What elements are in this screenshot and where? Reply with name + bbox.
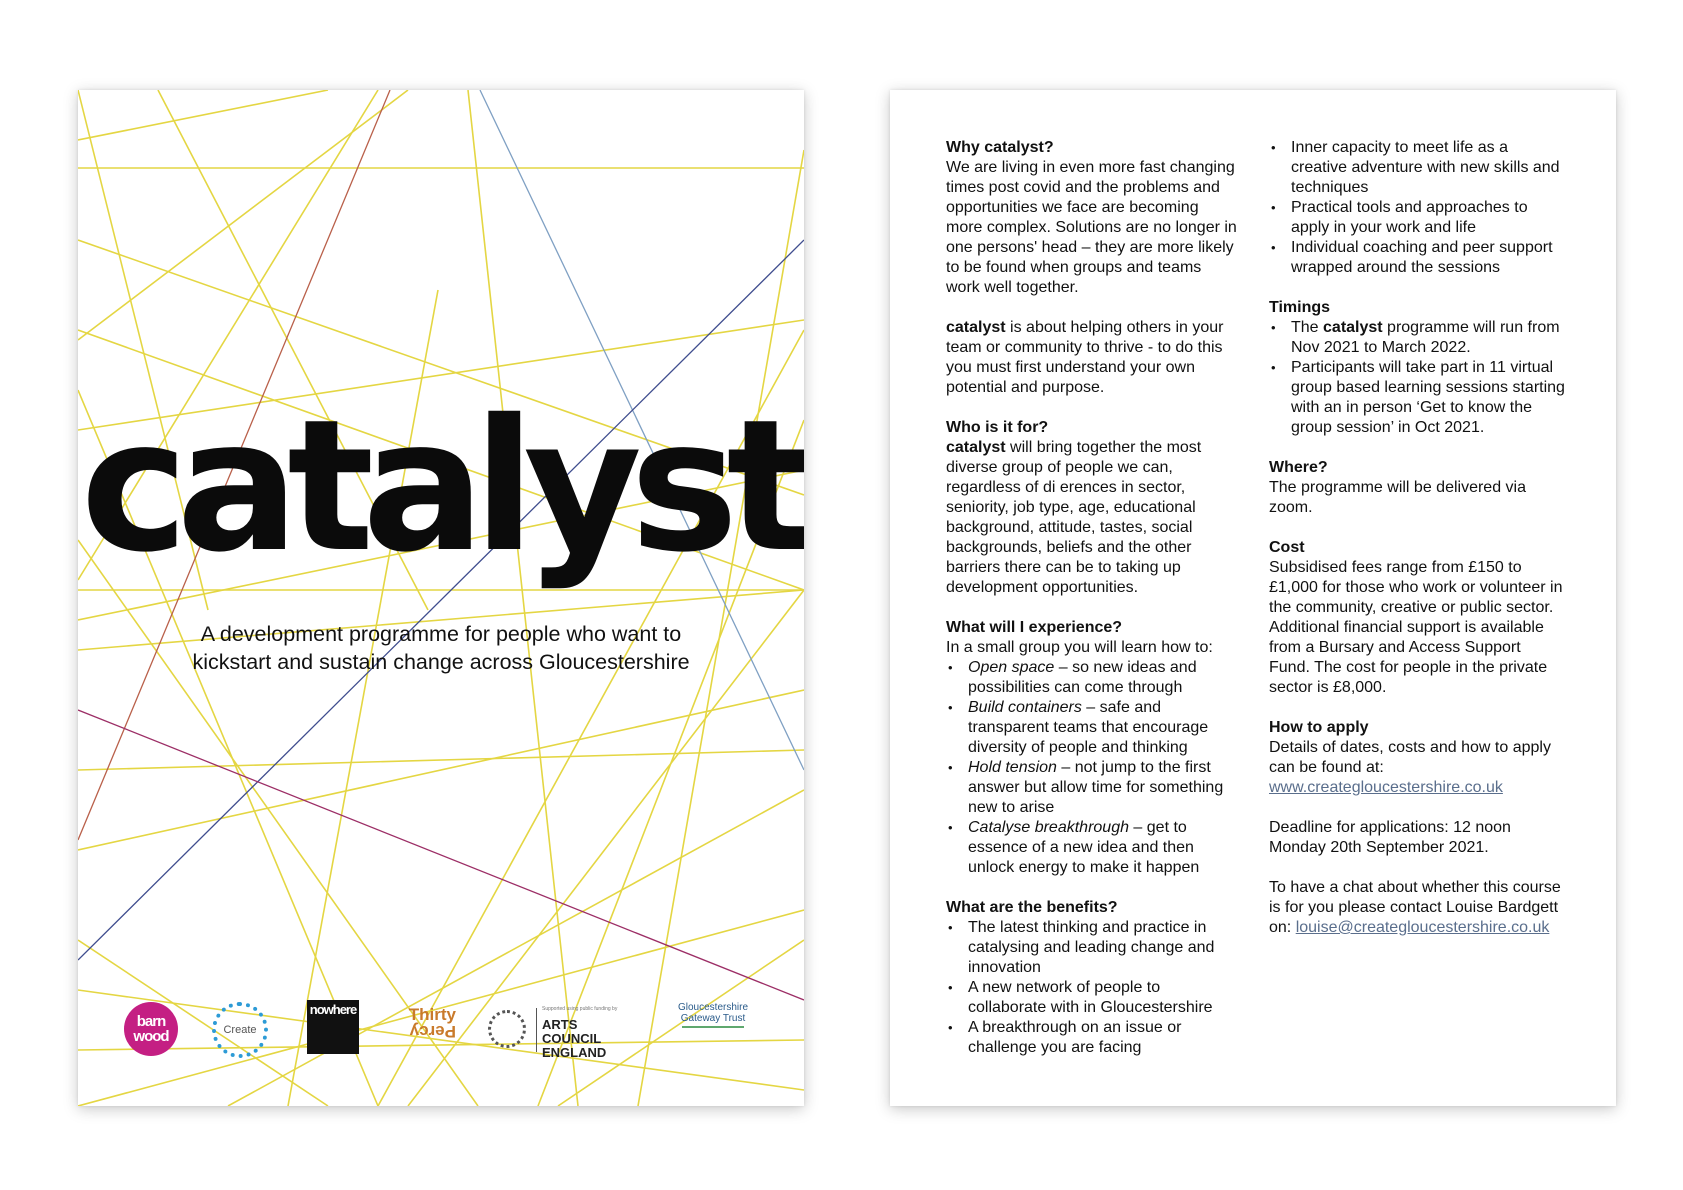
timings-list — [1269, 318, 1565, 438]
where-body: The programme will be delivered via zoom. — [1269, 479, 1526, 516]
experience-desc: – not jump to the first answer but allow time for something new to arise — [968, 759, 1224, 816]
pattern-line — [78, 240, 804, 960]
tagline-line-2: kickstart and sustain change across Gloucestershire — [192, 650, 690, 674]
pattern-line — [468, 90, 578, 1106]
create-logo-text: Create — [223, 1024, 257, 1036]
experience-intro: In a small group you will learn how to: — [946, 639, 1213, 656]
who-is-it-for-heading: Who is it for? — [946, 419, 1049, 436]
timings-heading: Timings — [1269, 299, 1331, 316]
timings-item-1-pre: The — [1291, 319, 1324, 336]
barnwood-logo-line-2: wood — [133, 1028, 169, 1045]
why-catalyst-body: We are living in even more fast changing times post covid and the problems and opportunities we face are becoming more complex. Solutions are no longer in one persons' head – they are more likely to be found when groups and teams work well together. — [946, 159, 1237, 296]
barnwood-logo — [124, 1002, 178, 1056]
timings-item-1-post: programme will run from Nov 2021 to March 2022. — [1291, 319, 1560, 356]
list-item: • Individual coaching and peer support wrapped around the sessions — [1269, 238, 1565, 278]
benefits-list-part-2 — [1269, 138, 1565, 278]
percy-logo-text: Percy — [409, 1022, 456, 1041]
who-is-it-for-body — [946, 438, 1238, 598]
back-info-page — [890, 90, 1616, 1106]
how-to-apply-text: Details of dates, costs and how to apply can be found at: — [1269, 739, 1551, 776]
thirty-percy-logo — [382, 1006, 456, 1046]
catalyst-bold: catalyst — [946, 439, 1006, 456]
gloucestershire-gateway-trust-logo — [674, 1002, 752, 1052]
cost-body: Subsidised fees range from £150 to £1,000 for those who work or volunteer in the community, creative or public sector. Additional financial support is available from a Bursary and Access Support Fund. The cost for people in the private sector is £8,000. — [1269, 559, 1563, 696]
arts-council-funding-note: Supported using public funding by — [542, 1006, 618, 1012]
geometric-line-pattern — [78, 90, 804, 1106]
tagline — [78, 620, 804, 676]
nowhere-logo-text: nowhere — [309, 1002, 357, 1017]
how-to-apply-body — [1269, 738, 1565, 798]
arts-council-name — [542, 1018, 638, 1060]
barnwood-logo-line-1: barn — [136, 1013, 166, 1030]
list-item — [946, 658, 1238, 698]
list-item — [1269, 318, 1565, 358]
list-item: • Practical tools and approaches to apply in your work and life — [1269, 198, 1565, 238]
ggt-underline — [682, 1026, 744, 1028]
how-to-apply-heading: How to apply — [1269, 719, 1369, 736]
experience-desc: – safe and transparent teams that encourage diversity of people and thinking — [968, 699, 1209, 756]
list-item — [946, 698, 1238, 758]
list-item: • Inner capacity to meet life as a creative adventure with new skills and techniques — [1269, 138, 1565, 198]
arts-council-name-line-1: ARTS COUNCIL — [542, 1017, 602, 1046]
experience-desc: – get to essence of a new idea and then unlock energy to make it happen — [968, 819, 1200, 876]
why-catalyst-body-2 — [946, 318, 1238, 398]
nowhere-logo — [307, 1000, 359, 1054]
catalyst-bold: catalyst — [1323, 319, 1383, 336]
where-heading: Where? — [1269, 459, 1328, 476]
deadline-text: Deadline for applications: 12 noon Monday 20th September 2021. — [1269, 819, 1511, 856]
thirty-logo-text: Thirty — [408, 1005, 456, 1024]
website-link[interactable]: www.creategloucestershire.co.uk — [1269, 779, 1503, 796]
sponsor-logos — [78, 992, 804, 1064]
pattern-line — [78, 690, 804, 850]
experience-heading: What will I experience? — [946, 619, 1123, 636]
who-is-it-for-text: will bring together the most diverse group of people we can, regardless of di erences in sector, seniority, job type, age, educational background, attitude, tastes, social backgrounds, beliefs and the other barriers there can be to taking up development opportunities. — [946, 439, 1202, 596]
arts-council-divider — [536, 1008, 537, 1052]
list-item: • The latest thinking and practice in catalysing and leading change and innovation — [946, 918, 1238, 978]
catalyst-bold: catalyst — [946, 319, 1006, 336]
benefits-heading: What are the benefits? — [946, 899, 1118, 916]
ggt-name-line-2: Gateway Trust — [680, 1013, 746, 1024]
list-item: • A breakthrough on an issue or challenge you are facing — [946, 1018, 1238, 1058]
tagline-line-1: A development programme for people who want to — [200, 622, 682, 646]
catalyst-wordmark: catalyst — [80, 380, 802, 592]
benefits-list-part-1 — [946, 918, 1238, 1058]
experience-term: Build containers — [968, 699, 1082, 716]
create-gloucestershire-logo — [212, 1002, 268, 1058]
list-item: • Participants will take part in 11 virtual group based learning sessions starting with an in person ‘Get to know the group session’ in Oct 2021. — [1269, 358, 1565, 438]
why-catalyst-body-2-text: is about helping others in your team or community to thrive - to do this you must first understand your own potential and purpose. — [946, 319, 1224, 396]
email-link[interactable]: louise@creategloucestershire.co.uk — [1295, 919, 1550, 936]
front-cover-page — [78, 90, 804, 1106]
experience-list — [946, 658, 1238, 878]
ggt-name-line-1: Gloucestershire — [677, 1002, 749, 1013]
arts-council-name-line-2: ENGLAND — [542, 1045, 607, 1060]
list-item: • A new network of people to collaborate with in Gloucestershire — [946, 978, 1238, 1018]
pattern-line — [78, 90, 408, 340]
list-item — [946, 818, 1238, 878]
info-column-right — [1269, 138, 1565, 938]
arts-council-seal-icon — [488, 1010, 526, 1048]
experience-desc: – so new ideas and possibilities can come through — [968, 659, 1197, 696]
cost-heading: Cost — [1269, 539, 1305, 556]
experience-term: Catalyse breakthrough — [968, 819, 1129, 836]
why-catalyst-heading: Why catalyst? — [946, 139, 1054, 156]
arts-council-england-logo — [488, 1002, 638, 1060]
list-item — [946, 758, 1238, 818]
info-column-left — [946, 138, 1238, 1058]
contact-body: To have a chat about whether this course is for you please contact Louise Bardgett on: — [1269, 879, 1561, 936]
experience-term: Hold tension — [968, 759, 1057, 776]
contact-text — [1269, 878, 1565, 938]
pattern-line — [78, 90, 328, 140]
experience-term: Open space — [968, 659, 1055, 676]
